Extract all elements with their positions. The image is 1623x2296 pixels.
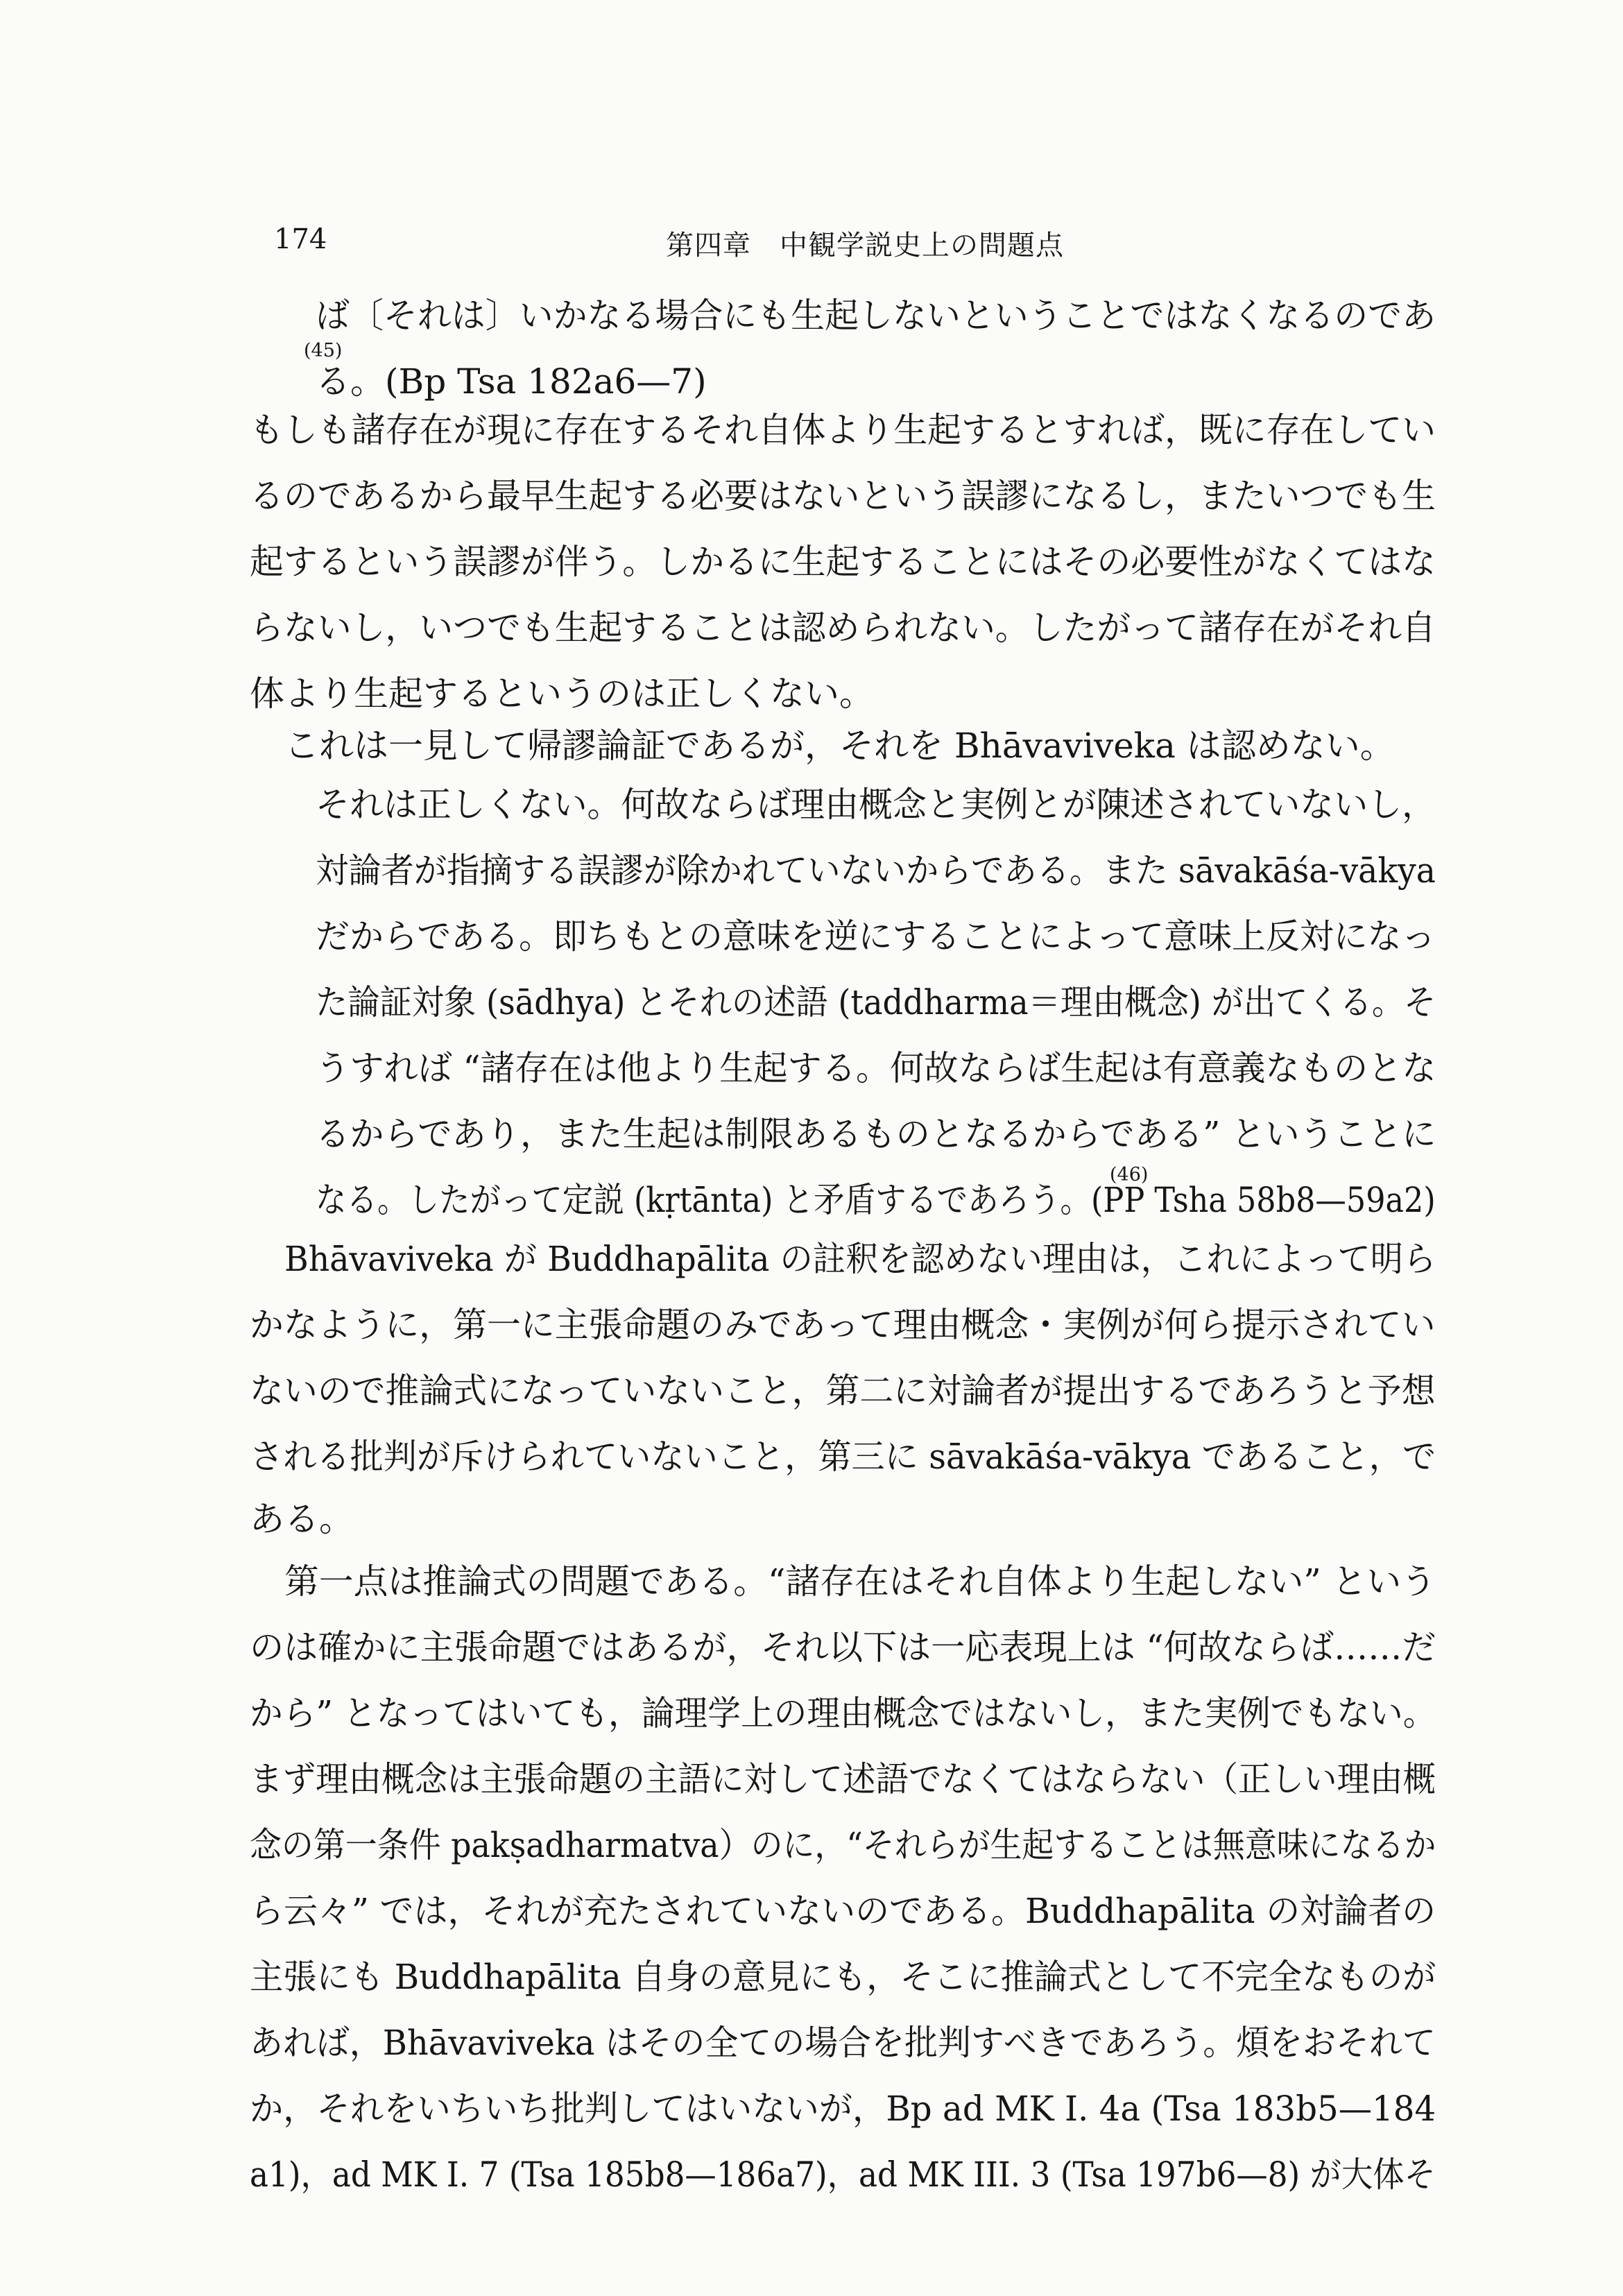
text-line: から” となってはいても，論理学上の理由概念ではないし，また実例でもない。: [250, 1693, 1436, 1733]
text-line: のは確かに主張命題ではあるが，それ以下は一応表現上は “何故ならば……だ: [250, 1627, 1436, 1668]
text-line: うすれば “諸存在は他より生起する。何故ならば生起は有意義なものとな: [316, 1048, 1436, 1088]
text-line: もしも諸存在が現に存在するそれ自体より生起するとすれば，既に存在してい: [250, 410, 1436, 450]
text-line: a1)，ad MK I. 7 (Tsa 185b8—186a7)，ad MK III. 3 (Tsa 197b6—8) が大体そ: [250, 2154, 1436, 2195]
text-line: らないし，いつでも生起することは認められない。したがって諸存在がそれ自: [250, 608, 1436, 648]
text-line: るのであるから最早生起する必要はないという誤謬になるし，またいつでも生: [250, 476, 1436, 516]
text-line: 対論者が指摘する誤謬が除かれていないからである。また sāvakāśa-vākya: [316, 850, 1436, 891]
text-line: た論証対象 (sādhya) とそれの述語 (taddharma＝理由概念) が出てくる。そ: [316, 982, 1436, 1022]
text-line: るからであり，また生起は制限あるものとなるからである” ということに: [316, 1114, 1436, 1154]
text-line: る。(Bp Tsa 182a6—7): [316, 361, 707, 402]
text-line: 第一点は推論式の問題である。“諸存在はそれ自体より生起しない” という: [284, 1561, 1436, 1602]
text-line: ある。: [250, 1499, 354, 1539]
text-line: それは正しくない。何故ならば理由概念と実例とが陳述されていないし，: [316, 785, 1436, 825]
footnote-marker: (46): [1110, 1164, 1149, 1185]
text-line: か，それをいちいち批判してはいないが，Bp ad MK I. 4a (Tsa 183b5—184: [250, 2089, 1436, 2129]
text-line: Bhāvaviveka が Buddhapālita の註釈を認めない理由は，これによって明ら: [284, 1239, 1436, 1279]
text-line: ないので推論式になっていないこと，第二に対論者が提出するであろうと予想: [250, 1371, 1436, 1411]
text-line: 念の第一条件 pakṣadharmatva）のに，“それらが生起することは無意味になるか: [250, 1825, 1436, 1865]
text-line: 体より生起するというのは正しくない。: [250, 674, 874, 714]
page-header: [274, 223, 1436, 265]
footnote-marker: (45): [304, 340, 343, 361]
text-line: ら云々” では，それが充たされていないのである。Buddhapālita の対論者の: [250, 1891, 1436, 1931]
text-line: なる。したがって定説 (kṛtānta) と矛盾するであろう。(PP Tsha 58b8—59a2): [316, 1180, 1436, 1220]
text-line: かなように，第一に主張命題のみであって理由概念・実例が何ら提示されてい: [250, 1305, 1436, 1345]
text-line: あれば，Bhāvaviveka はその全ての場合を批判すべきであろう。煩をおそれて: [250, 2023, 1436, 2063]
text-line: 起するという誤謬が伴う。しかるに生起することにはその必要性がなくてはな: [250, 542, 1436, 582]
running-title: 第四章 中観学説史上の問題点: [666, 230, 1064, 262]
page-number: 174: [274, 223, 327, 255]
text-line: 主張にも Buddhapālita 自身の意見にも，そこに推論式として不完全なものが: [250, 1957, 1436, 1997]
text-line: ば〔それは〕いかなる場合にも生起しないということではなくなるのであ: [316, 295, 1436, 336]
text-line: される批判が斥けられていないこと，第三に sāvakāśa-vākya であること，で: [250, 1437, 1436, 1477]
text-line: これは一見して帰謬論証であるが，それを Bhāvaviveka は認めない。: [284, 726, 1395, 766]
text-line: だからである。即ちもとの意味を逆にすることによって意味上反対になっ: [316, 916, 1436, 957]
text-line: まず理由概念は主張命題の主語に対して述語でなくてはならない（正しい理由概: [250, 1759, 1436, 1799]
